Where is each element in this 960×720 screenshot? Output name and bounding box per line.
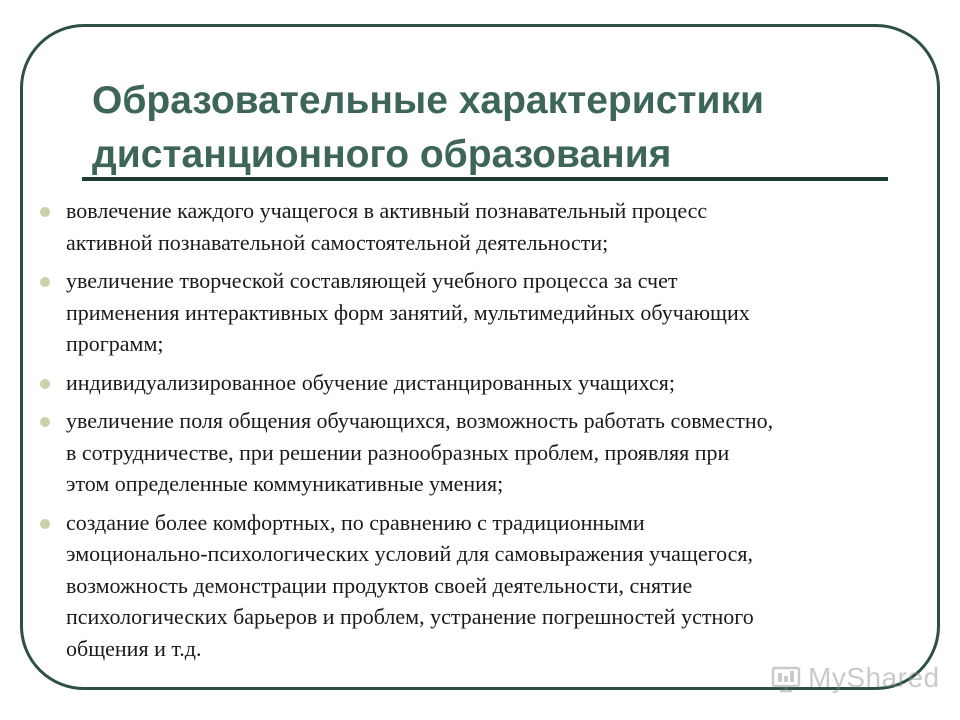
bullet-list — [40, 195, 920, 671]
bullet-line: эмоционально-психологических условий для самовыражения учащегося, — [66, 541, 754, 566]
bullet-item — [40, 367, 920, 399]
bullet-dot-icon — [40, 379, 50, 389]
bullet-line: создание более комфортных, по сравнению с традиционными — [66, 509, 645, 535]
title-divider — [82, 177, 888, 181]
bullet-line: психологических барьеров и проблем, устранение погрешностей устного — [66, 604, 754, 629]
bullet-line: программ; — [66, 331, 164, 356]
bullet-item — [40, 405, 920, 500]
bullet-item — [40, 195, 920, 258]
logo-icon — [770, 662, 802, 694]
slide-title — [92, 74, 892, 182]
bullet-line: общения и т.д. — [66, 635, 202, 661]
bullet-line: вовлечение каждого учащегося в активный познавательный процесс — [66, 198, 708, 223]
bullet-dot-icon — [40, 207, 50, 217]
bullet-line: увеличение поля общения обучающихся, возможность работать совместно, — [66, 408, 774, 433]
slide-title-line-1: Образовательные характеристики — [92, 79, 764, 122]
bullet-line: активной познавательной самостоятельной деятельности; — [66, 229, 609, 255]
bullet-dot-icon — [40, 417, 50, 427]
watermark-text: MyShared — [808, 662, 940, 693]
bullet-line: увеличение творческой составляющей учебного процесса за счет — [66, 268, 678, 293]
slide-title-line-2: дистанционного образования — [92, 133, 672, 176]
myshared-watermark — [770, 660, 940, 696]
bullet-line: в сотрудничестве, при решении разнообразных проблем, проявляя при — [66, 439, 730, 465]
bullet-item — [40, 265, 920, 360]
bullet-line: индивидуализированное обучение дистанцированных учащихся; — [66, 369, 675, 395]
bullet-line: возможность демонстрации продуктов своей деятельности, снятие — [66, 572, 693, 598]
bullet-line: этом определенные коммуникативные умения; — [66, 471, 504, 496]
bullet-dot-icon — [40, 519, 50, 529]
bullet-line: применения интерактивных форм занятий, мультимедийных обучающих — [66, 299, 750, 325]
bullet-item — [40, 507, 920, 665]
bullet-dot-icon — [40, 277, 50, 287]
